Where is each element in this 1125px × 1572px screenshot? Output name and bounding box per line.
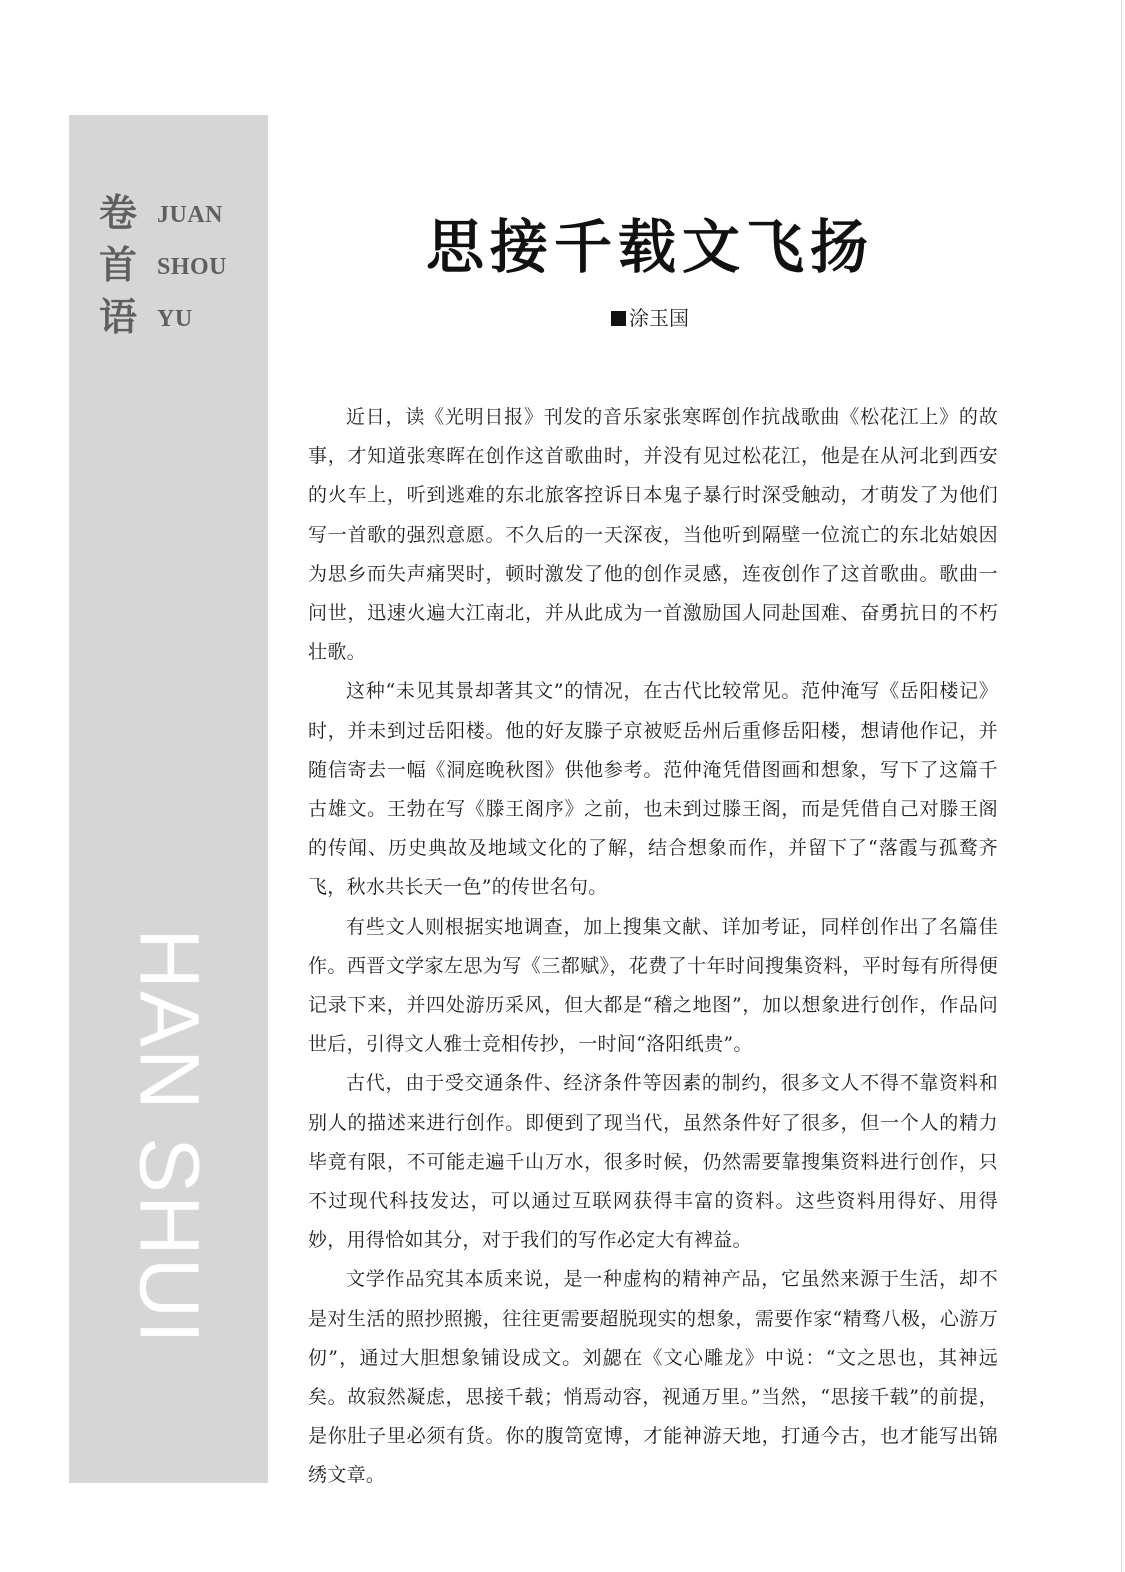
column-char: 首 (99, 242, 138, 287)
article-title: 思接千载文飞扬 (425, 213, 874, 281)
paragraph: 古代，由于受交通条件、经济条件等因素的制约，很多文人不得不靠资料和别人的描述来进行创作。即便到了现当代，虽然条件好了很多，但一个人的精力毕竟有限，不可能走遍千山万水，很多时候，仍然需要靠搜集资料进行创作，只不过现代科技发达，可以通过互联网获得丰富的资料。这些资料用得好、用得妙，用得恰如其分，对于我们的写作必定大有裨益。 (308, 1072, 998, 1252)
square-bullet-icon (611, 311, 626, 326)
column-word: SHOU (157, 254, 228, 280)
column-char: 语 (99, 294, 138, 339)
column-name-chinese (99, 187, 143, 343)
article-author (300, 302, 1000, 331)
column-sidebar (69, 115, 268, 1483)
paragraph: 文学作品究其本质来说，是一种虚构的精神产品，它虽然来源于生活，却不是对生活的照抄照搬，往往更需要超脱现实的想象，需要作家“精骛八极，心游万仞”，通过大胆想象铺设成文。刘勰在《文心雕龙》中说：“文之思也，其神远矣。故寂然凝虑，思接千载；悄焉动容，视通万里。”当然，“思接千载”的前提，是你肚子里必须有货。你的腹笥宽博，才能神游天地，打通今古，也才能写出锦绣文章。 (308, 1268, 998, 1487)
magazine-vertical-title (119, 867, 219, 1407)
column-word: YU (157, 306, 193, 332)
article-body (308, 398, 998, 1496)
column-name-pinyin (157, 189, 227, 345)
page-edge-line (1121, 0, 1122, 1572)
vertical-title-text: HAN SHUI (122, 928, 217, 1346)
paragraph: 这种“未见其景却著其文”的情况，在古代比较常见。范仲淹写《岳阳楼记》时，并未到过岳阳楼。他的好友滕子京被贬岳州后重修岳阳楼，想请他作记，并随信寄去一幅《洞庭晚秋图》供他参考。范仲淹凭借图画和想象，写下了这篇千古雄文。王勃在写《滕王阁序》之前，也未到过滕王阁，而是凭借自己对滕王阁的传闻、历史典故及地域文化的了解，结合想象而作，并留下了“落霞与孤鹜齐飞，秋水共长天一色”的传世名句。 (308, 680, 998, 899)
paragraph: 近日，读《光明日报》刊发的音乐家张寒晖创作抗战歌曲《松花江上》的故事，才知道张寒晖在创作这首歌曲时，并没有见过松花江，他是在从河北到西安的火车上，听到逃难的东北旅客控诉日本鬼子暴行时深受触动，才萌发了为他们写一首歌的强烈意愿。不久后的一天深夜，当他听到隔壁一位流亡的东北姑娘因为思乡而失声痛哭时，顿时激发了他的创作灵感，连夜创作了这首歌曲。歌曲一问世，迅速火遍大江南北，并从此成为一首激励国人同赴国难、奋勇抗日的不朽壮歌。 (308, 406, 998, 664)
column-char: 卷 (99, 190, 138, 235)
column-word: JUAN (157, 202, 223, 228)
paragraph: 有些文人则根据实地调查，加上搜集文献、详加考证，同样创作出了名篇佳作。西晋文学家左思为写《三都赋》，花费了十年时间搜集资料，平时每有所得便记录下来，并四处游历采风，但大都是“稽之地图”，加以想象进行创作，作品问世后，引得文人雅士竞相传抄，一时间“洛阳纸贵”。 (308, 915, 998, 1056)
author-name: 涂玉国 (629, 306, 689, 330)
